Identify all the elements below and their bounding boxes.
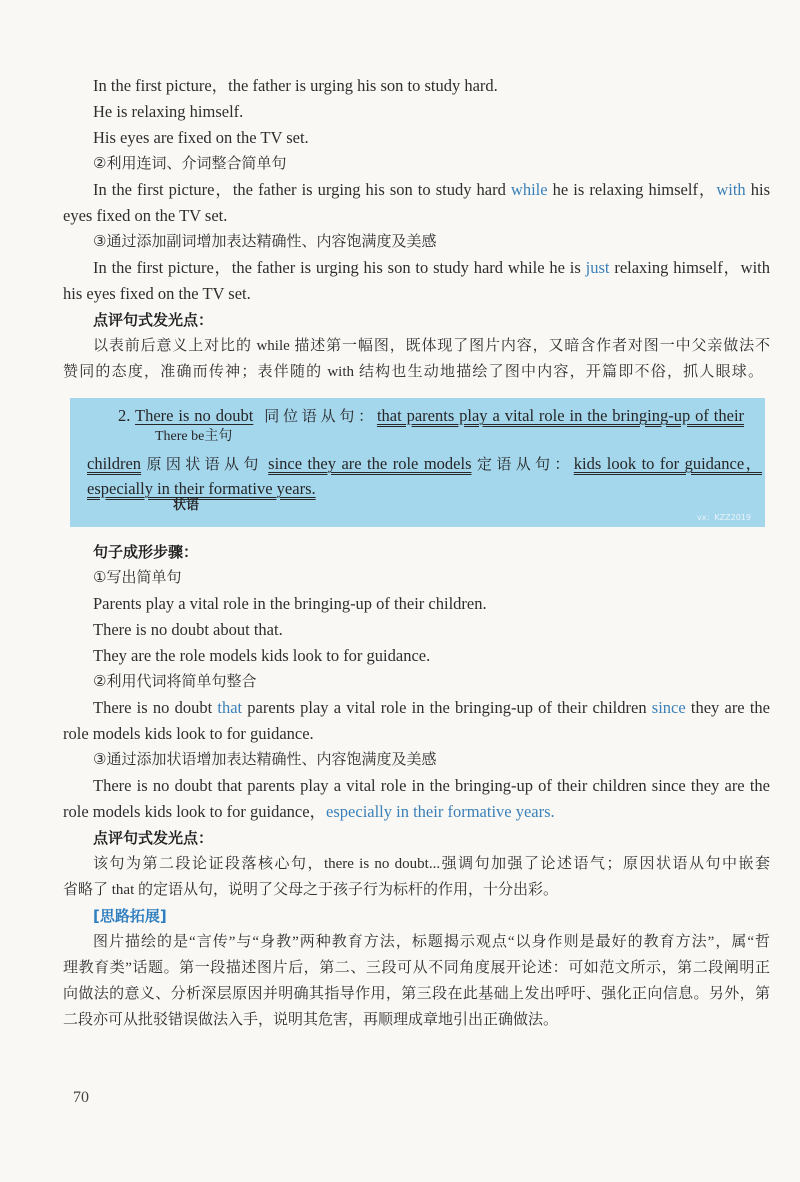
analysis-line (87, 476, 316, 502)
adverbial-label: 状语 (173, 498, 200, 513)
simple-sentence: Parents play a vital role in the bringing-up of their children. (93, 594, 487, 613)
review-text-line: 该句为第二段论证段落核心句，there is no doubt...强调句加强了论述语气；原因状语从句中嵌套 (93, 856, 770, 872)
sentence-text: he is relaxing himself， (547, 180, 717, 199)
sentence-analysis-box (70, 398, 765, 527)
part2-section (63, 539, 770, 1033)
review-heading: 点评句式发光点： (93, 311, 214, 329)
sentence-text: relaxing himself，with (609, 258, 770, 277)
extension-text-line: 二段亦可从批驳错误做法入手，说明其危害，再顺理成章地引出正确做法。 (63, 1012, 559, 1028)
highlight-preposition: with (716, 180, 746, 199)
step-heading: ①写出简单句 (93, 570, 182, 586)
appositive-clause: children (87, 454, 142, 473)
steps-heading: 句子成形步骤： (93, 543, 199, 561)
part1-section (63, 73, 770, 385)
step-heading: ③通过添加状语增加表达精确性、内容饱满度及美感 (93, 752, 437, 768)
enriched-sentence-line: There is no doubt that parents play a vital role in the bringing-up of their children since they are the (93, 776, 770, 795)
combined-sentence-line: role models kids look to for guidance. (63, 724, 314, 743)
watermark: vx：KZZ2019 (696, 513, 751, 522)
attributive-clause-label: 定语从句： (476, 457, 574, 473)
sentence-text: parents play a vital role in the bringing-up of their children (242, 698, 652, 717)
review-text-line: 以表前后意义上对比的 while 描述第一幅图，既体现了图片内容，又暗含作者对图一中父亲做法不 (93, 338, 770, 354)
simple-sentence: He is relaxing himself. (93, 102, 244, 121)
adverbial-phrase: especially in their formative years. (87, 479, 316, 498)
extension-text-line: 向做法的意义、分析深层原因并明确其指导作用，第三段在此基础上发出呼吁、强化正向信息。另外，第 (63, 986, 770, 1002)
review-text-line: 赞同的态度，准确而传神；表伴随的 with 结构也生动地描绘了图中内容，开篇即不俗，抓人眼球。 (63, 364, 763, 380)
analysis-line (87, 451, 762, 477)
enriched-sentence-line (63, 799, 770, 825)
simple-sentence: His eyes are fixed on the TV set. (93, 128, 309, 147)
sentence-text: his (745, 180, 770, 199)
combined-sentence-line: eyes fixed on the TV set. (63, 206, 228, 225)
combined-sentence-line (63, 177, 770, 203)
highlight-conjunction: since (651, 698, 686, 717)
highlight-adverbial: especially in their formative years. (326, 802, 555, 821)
extension-text-line: 图片描绘的是“言传”与“身教”两种教育方法，标题揭示观点“以身作则是最好的教育方法”，属“哲 (93, 934, 770, 950)
simple-sentence: There is no doubt about that. (93, 620, 283, 639)
sentence-text: role models kids look to for guidance， (63, 802, 327, 821)
reason-clause-label: 原因状语从句 (146, 457, 263, 473)
review-text-line: 省略了 that 的定语从句，说明了父母之于孩子行为标杆的作用，十分出彩。 (63, 882, 558, 898)
appositive-clause: that parents play a vital role in the bringing-up of their (376, 406, 745, 425)
step-heading: ③通过添加副词增加表达精确性、内容饱满度及美感 (93, 234, 437, 250)
extension-text-line: 理教育类”话题。第一段描述图片后，第二、三段可从不同角度展开论述：可如范文所示，第二段阐明正 (63, 960, 770, 976)
step-heading: ②利用代词将简单句整合 (93, 674, 257, 690)
extension-heading: [思路拓展] (93, 907, 167, 925)
reason-clause: since they are the role models (268, 454, 472, 473)
highlight-pronoun: that (217, 698, 243, 717)
sentence-text: In the first picture，the father is urging his son to study hard (93, 180, 511, 199)
enriched-sentence-line (63, 255, 770, 281)
highlight-adverb: just (585, 258, 610, 277)
page-number: 70 (73, 1089, 89, 1106)
simple-sentence: They are the role models kids look to for guidance. (93, 646, 431, 665)
review-heading: 点评句式发光点： (93, 829, 214, 847)
step-heading: ②利用连词、介词整合简单句 (93, 156, 287, 172)
main-clause: There is no doubt (135, 406, 254, 425)
main-clause-label: There be主句 (155, 429, 233, 444)
sentence-text: In the first picture，the father is urging his son to study hard while he is (93, 258, 586, 277)
sentence-text: they are the (685, 698, 770, 717)
sentence-text: There is no doubt (93, 698, 218, 717)
sentence-number: 2. (118, 406, 131, 425)
simple-sentence: In the first picture，the father is urging his son to study hard. (93, 76, 498, 95)
appositive-clause-label: 同位语从句： (264, 409, 377, 425)
enriched-sentence-line: his eyes fixed on the TV set. (63, 284, 251, 303)
highlight-conjunction: while (510, 180, 548, 199)
attributive-clause: kids look to for guidance， (573, 454, 763, 473)
combined-sentence-line (63, 695, 770, 721)
analysis-line (118, 403, 744, 429)
